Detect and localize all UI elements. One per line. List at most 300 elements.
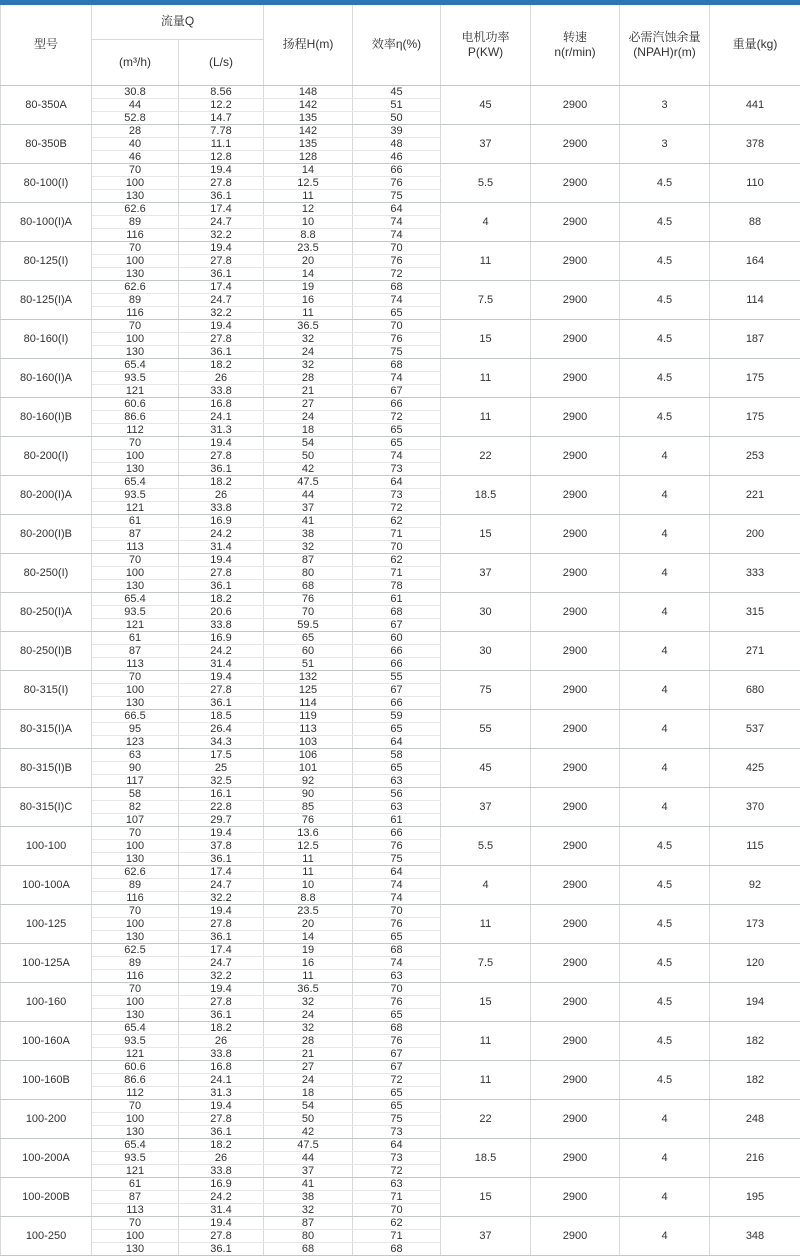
flow-ls-cell: 32.5 [179, 774, 264, 787]
npsh-cell: 4 [620, 436, 710, 475]
head-cell: 44 [264, 1151, 353, 1164]
flow-m3h-cell: 62.6 [92, 280, 179, 293]
speed-cell: 2900 [531, 1216, 620, 1255]
efficiency-cell: 61 [353, 813, 441, 826]
head-cell: 135 [264, 137, 353, 150]
model-cell: 80-315(I)A [1, 709, 92, 748]
flow-ls-cell: 32.2 [179, 228, 264, 241]
flow-m3h-cell: 87 [92, 644, 179, 657]
flow-ls-cell: 20.6 [179, 605, 264, 618]
header-weight: 重量(kg) [710, 5, 800, 85]
flow-ls-cell: 36.1 [179, 189, 264, 202]
efficiency-cell: 71 [353, 566, 441, 579]
npsh-cell: 4.5 [620, 241, 710, 280]
header-power-line1: 电机功率 [461, 29, 510, 44]
power-cell: 37 [441, 553, 531, 592]
efficiency-cell: 74 [353, 371, 441, 384]
npsh-cell: 4.5 [620, 826, 710, 865]
flow-m3h-cell: 70 [92, 319, 179, 332]
header-flow-m3h: (m³/h) [92, 39, 179, 85]
efficiency-cell: 72 [353, 1073, 441, 1086]
flow-ls-cell: 33.8 [179, 1047, 264, 1060]
weight-cell: 182 [710, 1060, 800, 1099]
head-cell: 10 [264, 215, 353, 228]
flow-ls-cell: 14.7 [179, 111, 264, 124]
flow-m3h-cell: 66.5 [92, 709, 179, 722]
flow-m3h-cell: 70 [92, 1099, 179, 1112]
efficiency-cell: 72 [353, 410, 441, 423]
npsh-cell: 4.5 [620, 943, 710, 982]
head-cell: 32 [264, 1203, 353, 1216]
weight-cell: 253 [710, 436, 800, 475]
power-cell: 4 [441, 865, 531, 904]
flow-ls-cell: 27.8 [179, 254, 264, 267]
flow-ls-cell: 27.8 [179, 449, 264, 462]
npsh-cell: 4.5 [620, 1021, 710, 1060]
speed-cell: 2900 [531, 787, 620, 826]
flow-m3h-cell: 61 [92, 631, 179, 644]
flow-ls-cell: 24.1 [179, 1073, 264, 1086]
head-cell: 32 [264, 540, 353, 553]
speed-cell: 2900 [531, 163, 620, 202]
efficiency-cell: 50 [353, 111, 441, 124]
speed-cell: 2900 [531, 1021, 620, 1060]
efficiency-cell: 74 [353, 956, 441, 969]
efficiency-cell: 63 [353, 774, 441, 787]
flow-ls-cell: 16.8 [179, 1060, 264, 1073]
table-row [1, 592, 800, 605]
flow-ls-cell: 27.8 [179, 1112, 264, 1125]
head-cell: 37 [264, 1164, 353, 1177]
npsh-cell: 3 [620, 85, 710, 124]
flow-m3h-cell: 65.4 [92, 1021, 179, 1034]
efficiency-cell: 71 [353, 1190, 441, 1203]
npsh-cell: 4.5 [620, 319, 710, 358]
head-cell: 114 [264, 696, 353, 709]
flow-m3h-cell: 93.5 [92, 1151, 179, 1164]
table-row [1, 163, 800, 176]
flow-m3h-cell: 123 [92, 735, 179, 748]
flow-ls-cell: 36.1 [179, 462, 264, 475]
head-cell: 44 [264, 488, 353, 501]
power-cell: 5.5 [441, 826, 531, 865]
npsh-cell: 4.5 [620, 202, 710, 241]
flow-ls-cell: 33.8 [179, 501, 264, 514]
head-cell: 14 [264, 163, 353, 176]
efficiency-cell: 67 [353, 384, 441, 397]
head-cell: 20 [264, 917, 353, 930]
efficiency-cell: 56 [353, 787, 441, 800]
flow-ls-cell: 31.3 [179, 423, 264, 436]
npsh-cell: 4 [620, 475, 710, 514]
power-cell: 15 [441, 514, 531, 553]
power-cell: 75 [441, 670, 531, 709]
head-cell: 11 [264, 189, 353, 202]
head-cell: 28 [264, 371, 353, 384]
power-cell: 7.5 [441, 943, 531, 982]
table-row [1, 670, 800, 683]
speed-cell: 2900 [531, 1177, 620, 1216]
speed-cell: 2900 [531, 670, 620, 709]
table-row [1, 904, 800, 917]
head-cell: 125 [264, 683, 353, 696]
head-cell: 51 [264, 657, 353, 670]
efficiency-cell: 73 [353, 1151, 441, 1164]
weight-cell: 333 [710, 553, 800, 592]
npsh-cell: 4 [620, 631, 710, 670]
flow-ls-cell: 11.1 [179, 137, 264, 150]
npsh-cell: 4.5 [620, 1060, 710, 1099]
weight-cell: 680 [710, 670, 800, 709]
head-cell: 38 [264, 1190, 353, 1203]
npsh-cell: 4 [620, 670, 710, 709]
speed-cell: 2900 [531, 748, 620, 787]
flow-m3h-cell: 70 [92, 553, 179, 566]
flow-m3h-cell: 116 [92, 306, 179, 319]
power-cell: 45 [441, 85, 531, 124]
weight-cell: 88 [710, 202, 800, 241]
head-cell: 23.5 [264, 241, 353, 254]
table-body [1, 85, 800, 1255]
weight-cell: 348 [710, 1216, 800, 1255]
head-cell: 113 [264, 722, 353, 735]
flow-m3h-cell: 93.5 [92, 1034, 179, 1047]
flow-ls-cell: 27.8 [179, 566, 264, 579]
weight-cell: 120 [710, 943, 800, 982]
efficiency-cell: 73 [353, 462, 441, 475]
flow-m3h-cell: 89 [92, 956, 179, 969]
speed-cell: 2900 [531, 709, 620, 748]
flow-m3h-cell: 130 [92, 930, 179, 943]
flow-ls-cell: 17.4 [179, 280, 264, 293]
flow-m3h-cell: 82 [92, 800, 179, 813]
head-cell: 41 [264, 1177, 353, 1190]
head-cell: 92 [264, 774, 353, 787]
weight-cell: 221 [710, 475, 800, 514]
flow-m3h-cell: 65.4 [92, 1138, 179, 1151]
flow-m3h-cell: 130 [92, 1242, 179, 1255]
flow-m3h-cell: 112 [92, 1086, 179, 1099]
flow-ls-cell: 36.1 [179, 267, 264, 280]
head-cell: 101 [264, 761, 353, 774]
head-cell: 68 [264, 1242, 353, 1255]
efficiency-cell: 75 [353, 345, 441, 358]
power-cell: 15 [441, 319, 531, 358]
flow-m3h-cell: 100 [92, 566, 179, 579]
head-cell: 38 [264, 527, 353, 540]
table-row [1, 943, 800, 956]
flow-m3h-cell: 130 [92, 696, 179, 709]
weight-cell: 164 [710, 241, 800, 280]
flow-m3h-cell: 116 [92, 969, 179, 982]
efficiency-cell: 74 [353, 215, 441, 228]
table-row [1, 865, 800, 878]
flow-ls-cell: 12.2 [179, 98, 264, 111]
weight-cell: 175 [710, 397, 800, 436]
table-row [1, 826, 800, 839]
weight-cell: 114 [710, 280, 800, 319]
table-row [1, 319, 800, 332]
weight-cell: 175 [710, 358, 800, 397]
model-cell: 80-350A [1, 85, 92, 124]
table-row [1, 124, 800, 137]
efficiency-cell: 76 [353, 254, 441, 267]
speed-cell: 2900 [531, 1138, 620, 1177]
weight-cell: 173 [710, 904, 800, 943]
efficiency-cell: 66 [353, 644, 441, 657]
speed-cell: 2900 [531, 943, 620, 982]
head-cell: 18 [264, 423, 353, 436]
speed-cell: 2900 [531, 904, 620, 943]
table-row [1, 553, 800, 566]
flow-ls-cell: 27.8 [179, 683, 264, 696]
head-cell: 16 [264, 293, 353, 306]
efficiency-cell: 61 [353, 592, 441, 605]
table-row [1, 514, 800, 527]
efficiency-cell: 74 [353, 293, 441, 306]
efficiency-cell: 45 [353, 85, 441, 98]
head-cell: 32 [264, 332, 353, 345]
efficiency-cell: 76 [353, 332, 441, 345]
flow-ls-cell: 18.2 [179, 1138, 264, 1151]
head-cell: 37 [264, 501, 353, 514]
flow-m3h-cell: 130 [92, 1008, 179, 1021]
flow-ls-cell: 19.4 [179, 241, 264, 254]
flow-m3h-cell: 63 [92, 748, 179, 761]
flow-m3h-cell: 116 [92, 891, 179, 904]
model-cell: 80-100(I) [1, 163, 92, 202]
speed-cell: 2900 [531, 631, 620, 670]
weight-cell: 315 [710, 592, 800, 631]
table-row [1, 475, 800, 488]
efficiency-cell: 59 [353, 709, 441, 722]
flow-ls-cell: 18.2 [179, 592, 264, 605]
power-cell: 37 [441, 1216, 531, 1255]
flow-m3h-cell: 93.5 [92, 605, 179, 618]
weight-cell: 216 [710, 1138, 800, 1177]
npsh-cell: 4.5 [620, 865, 710, 904]
power-cell: 11 [441, 1021, 531, 1060]
efficiency-cell: 68 [353, 605, 441, 618]
flow-ls-cell: 26 [179, 488, 264, 501]
flow-m3h-cell: 90 [92, 761, 179, 774]
flow-m3h-cell: 100 [92, 917, 179, 930]
head-cell: 135 [264, 111, 353, 124]
head-cell: 12 [264, 202, 353, 215]
efficiency-cell: 63 [353, 969, 441, 982]
efficiency-cell: 75 [353, 189, 441, 202]
power-cell: 11 [441, 1060, 531, 1099]
efficiency-cell: 58 [353, 748, 441, 761]
flow-m3h-cell: 100 [92, 176, 179, 189]
header-model: 型号 [1, 5, 92, 85]
head-cell: 19 [264, 943, 353, 956]
efficiency-cell: 68 [353, 1242, 441, 1255]
speed-cell: 2900 [531, 982, 620, 1021]
flow-m3h-cell: 86.6 [92, 410, 179, 423]
flow-m3h-cell: 87 [92, 1190, 179, 1203]
flow-ls-cell: 19.4 [179, 826, 264, 839]
flow-ls-cell: 31.4 [179, 540, 264, 553]
weight-cell: 92 [710, 865, 800, 904]
npsh-cell: 4.5 [620, 982, 710, 1021]
efficiency-cell: 71 [353, 1229, 441, 1242]
head-cell: 11 [264, 852, 353, 865]
flow-m3h-cell: 52.8 [92, 111, 179, 124]
weight-cell: 441 [710, 85, 800, 124]
head-cell: 70 [264, 605, 353, 618]
flow-ls-cell: 32.2 [179, 306, 264, 319]
efficiency-cell: 72 [353, 267, 441, 280]
model-cell: 80-350B [1, 124, 92, 163]
efficiency-cell: 66 [353, 696, 441, 709]
efficiency-cell: 68 [353, 943, 441, 956]
head-cell: 13.6 [264, 826, 353, 839]
flow-m3h-cell: 130 [92, 267, 179, 280]
head-cell: 24 [264, 345, 353, 358]
flow-m3h-cell: 121 [92, 1164, 179, 1177]
weight-cell: 248 [710, 1099, 800, 1138]
flow-ls-cell: 26 [179, 1151, 264, 1164]
head-cell: 87 [264, 553, 353, 566]
efficiency-cell: 65 [353, 1086, 441, 1099]
efficiency-cell: 73 [353, 488, 441, 501]
speed-cell: 2900 [531, 124, 620, 163]
npsh-cell: 4 [620, 748, 710, 787]
speed-cell: 2900 [531, 202, 620, 241]
head-cell: 54 [264, 436, 353, 449]
head-cell: 21 [264, 1047, 353, 1060]
efficiency-cell: 70 [353, 904, 441, 917]
flow-m3h-cell: 70 [92, 1216, 179, 1229]
header-power [441, 5, 531, 85]
flow-m3h-cell: 70 [92, 163, 179, 176]
flow-ls-cell: 33.8 [179, 384, 264, 397]
head-cell: 60 [264, 644, 353, 657]
power-cell: 4 [441, 202, 531, 241]
flow-m3h-cell: 70 [92, 241, 179, 254]
efficiency-cell: 65 [353, 761, 441, 774]
table-row [1, 787, 800, 800]
efficiency-cell: 46 [353, 150, 441, 163]
model-cell: 100-200 [1, 1099, 92, 1138]
head-cell: 76 [264, 813, 353, 826]
head-cell: 32 [264, 995, 353, 1008]
efficiency-cell: 68 [353, 280, 441, 293]
model-cell: 80-250(I) [1, 553, 92, 592]
speed-cell: 2900 [531, 553, 620, 592]
weight-cell: 200 [710, 514, 800, 553]
weight-cell: 182 [710, 1021, 800, 1060]
model-cell: 100-250 [1, 1216, 92, 1255]
head-cell: 59.5 [264, 618, 353, 631]
efficiency-cell: 60 [353, 631, 441, 644]
flow-ls-cell: 36.1 [179, 930, 264, 943]
efficiency-cell: 62 [353, 514, 441, 527]
flow-ls-cell: 29.7 [179, 813, 264, 826]
flow-ls-cell: 36.1 [179, 579, 264, 592]
flow-m3h-cell: 100 [92, 839, 179, 852]
table-header [1, 5, 800, 85]
flow-m3h-cell: 117 [92, 774, 179, 787]
weight-cell: 194 [710, 982, 800, 1021]
efficiency-cell: 76 [353, 176, 441, 189]
head-cell: 32 [264, 358, 353, 371]
model-cell: 80-200(I)B [1, 514, 92, 553]
model-cell: 100-200B [1, 1177, 92, 1216]
head-cell: 128 [264, 150, 353, 163]
flow-ls-cell: 34.3 [179, 735, 264, 748]
head-cell: 41 [264, 514, 353, 527]
npsh-cell: 4 [620, 1138, 710, 1177]
npsh-cell: 4 [620, 1099, 710, 1138]
head-cell: 19 [264, 280, 353, 293]
head-cell: 42 [264, 1125, 353, 1138]
head-cell: 27 [264, 397, 353, 410]
flow-ls-cell: 18.2 [179, 1021, 264, 1034]
npsh-cell: 4 [620, 553, 710, 592]
flow-m3h-cell: 130 [92, 1125, 179, 1138]
flow-ls-cell: 31.3 [179, 1086, 264, 1099]
flow-ls-cell: 33.8 [179, 1164, 264, 1177]
flow-ls-cell: 19.4 [179, 319, 264, 332]
speed-cell: 2900 [531, 436, 620, 475]
flow-m3h-cell: 44 [92, 98, 179, 111]
efficiency-cell: 65 [353, 930, 441, 943]
power-cell: 30 [441, 592, 531, 631]
flow-ls-cell: 24.7 [179, 293, 264, 306]
flow-m3h-cell: 93.5 [92, 488, 179, 501]
head-cell: 36.5 [264, 982, 353, 995]
weight-cell: 370 [710, 787, 800, 826]
efficiency-cell: 66 [353, 163, 441, 176]
flow-m3h-cell: 121 [92, 384, 179, 397]
flow-ls-cell: 31.4 [179, 1203, 264, 1216]
power-cell: 11 [441, 358, 531, 397]
flow-ls-cell: 19.4 [179, 1099, 264, 1112]
flow-ls-cell: 24.2 [179, 1190, 264, 1203]
table-row [1, 358, 800, 371]
flow-m3h-cell: 100 [92, 254, 179, 267]
speed-cell: 2900 [531, 1060, 620, 1099]
head-cell: 103 [264, 735, 353, 748]
power-cell: 30 [441, 631, 531, 670]
flow-ls-cell: 7.78 [179, 124, 264, 137]
flow-ls-cell: 27.8 [179, 917, 264, 930]
weight-cell: 425 [710, 748, 800, 787]
flow-m3h-cell: 113 [92, 1203, 179, 1216]
efficiency-cell: 65 [353, 423, 441, 436]
head-cell: 12.5 [264, 176, 353, 189]
head-cell: 11 [264, 969, 353, 982]
flow-ls-cell: 19.4 [179, 436, 264, 449]
flow-ls-cell: 27.8 [179, 332, 264, 345]
head-cell: 80 [264, 1229, 353, 1242]
efficiency-cell: 62 [353, 553, 441, 566]
table-row [1, 982, 800, 995]
npsh-cell: 4.5 [620, 904, 710, 943]
table-row [1, 436, 800, 449]
flow-m3h-cell: 113 [92, 657, 179, 670]
model-cell: 80-160(I) [1, 319, 92, 358]
table-row [1, 1177, 800, 1190]
flow-ls-cell: 26 [179, 1034, 264, 1047]
efficiency-cell: 78 [353, 579, 441, 592]
flow-m3h-cell: 28 [92, 124, 179, 137]
power-cell: 45 [441, 748, 531, 787]
flow-ls-cell: 18.2 [179, 358, 264, 371]
power-cell: 37 [441, 787, 531, 826]
